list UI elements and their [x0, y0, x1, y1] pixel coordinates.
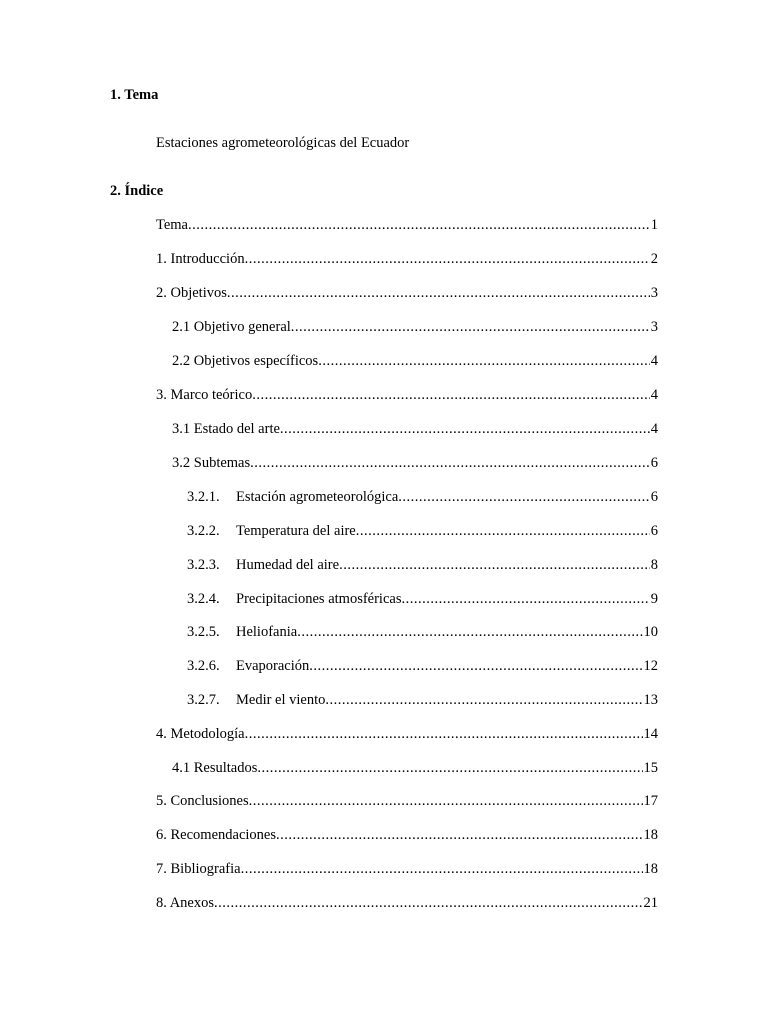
toc-page-number: 6 [650, 523, 658, 539]
toc-entry[interactable] [187, 522, 658, 540]
toc-entry[interactable] [156, 894, 658, 912]
toc-entry-number: 3.2.4. [187, 591, 220, 607]
toc-leader [325, 691, 642, 709]
toc-entry-label: 2.2 Objetivos específicos [172, 353, 319, 369]
toc-entry[interactable] [187, 691, 658, 709]
toc-entry-label: 3. Marco teórico [156, 387, 253, 403]
toc-leader [188, 216, 650, 234]
toc-entry-label: 1. Introducción [156, 251, 245, 267]
toc-entry-label: Medir el viento [236, 692, 326, 708]
toc-leader [245, 725, 643, 743]
toc-entry-label: Evaporación [236, 658, 310, 674]
toc-entry-label: Precipitaciones atmosféricas [236, 591, 402, 607]
toc-leader [356, 522, 650, 540]
toc-entry-label: 4. Metodología [156, 726, 245, 742]
toc-page-number: 6 [650, 489, 658, 505]
toc-entry-number: 3.2.3. [187, 557, 220, 573]
toc-entry-label: 8. Anexos [156, 895, 214, 911]
toc-page-number: 18 [643, 827, 658, 843]
toc-entry[interactable] [156, 860, 658, 878]
toc-page-number: 9 [650, 591, 658, 607]
toc-entry-label: Heliofania [236, 624, 298, 640]
toc-entry[interactable] [187, 488, 658, 506]
toc-entry-number: 3.2.2. [187, 523, 220, 539]
toc-entry[interactable] [156, 386, 658, 404]
toc-entry[interactable] [187, 556, 658, 574]
toc-entry[interactable] [156, 725, 658, 743]
toc-page-number: 10 [643, 624, 658, 640]
toc-entry[interactable] [187, 657, 658, 675]
toc-entry[interactable] [156, 284, 658, 302]
toc-entry[interactable] [172, 352, 658, 370]
toc-leader [398, 488, 649, 506]
toc-page-number: 8 [650, 557, 658, 573]
toc-leader [280, 420, 650, 438]
toc-page-number: 2 [650, 251, 658, 267]
toc-leader [291, 318, 650, 336]
toc-entry-number: 3.2.7. [187, 692, 220, 708]
toc-leader [249, 792, 643, 810]
toc-entry[interactable] [156, 826, 658, 844]
toc-entry-label: Temperatura del aire [236, 523, 356, 539]
toc-entry-label: 4.1 Resultados [172, 760, 258, 776]
toc-entry[interactable] [156, 250, 658, 268]
toc-entry[interactable] [187, 623, 658, 641]
toc-entry-label: 5. Conclusiones [156, 793, 249, 809]
toc-page-number: 4 [650, 421, 658, 437]
toc-page-number: 12 [643, 658, 658, 674]
toc-leader [339, 556, 650, 574]
toc-entry-label: Tema [156, 217, 188, 233]
toc-entry-label: 3.1 Estado del arte [172, 421, 280, 437]
toc-leader [245, 250, 650, 268]
toc-page-number: 3 [650, 319, 658, 335]
toc-leader [257, 759, 642, 777]
toc-leader [318, 352, 650, 370]
toc-entry[interactable] [172, 759, 658, 777]
tema-text: Estaciones agrometeorológicas del Ecuador [156, 135, 410, 151]
toc-entry-label: 2.1 Objetivo general [172, 319, 291, 335]
toc-page-number: 18 [643, 861, 658, 877]
toc-leader [401, 590, 649, 608]
toc-leader [309, 657, 642, 675]
toc-entry[interactable] [187, 590, 658, 608]
toc-entry-label: 6. Recomendaciones [156, 827, 276, 843]
toc-leader [214, 894, 643, 912]
toc-entry-number: 3.2.6. [187, 658, 220, 674]
toc-entry-label: Estación agrometeorológica [236, 489, 399, 505]
toc-entry[interactable] [172, 420, 658, 438]
toc-leader [241, 860, 643, 878]
toc-leader [297, 623, 642, 641]
toc-page-number: 21 [643, 895, 658, 911]
toc-entry-label: 7. Bibliografia [156, 861, 241, 877]
toc-entry-label: Humedad del aire [236, 557, 340, 573]
toc-page-number: 4 [650, 387, 658, 403]
toc-page-number: 6 [650, 455, 658, 471]
toc-entry[interactable] [172, 318, 658, 336]
toc-entry-label: 2. Objetivos [156, 285, 227, 301]
toc-entry-label: 3.2 Subtemas [172, 455, 251, 471]
toc-leader [250, 454, 650, 472]
toc-page-number: 1 [650, 217, 658, 233]
toc-page-number: 4 [650, 353, 658, 369]
toc-leader [227, 284, 650, 302]
toc-entry-number: 3.2.5. [187, 624, 220, 640]
toc-page-number: 17 [643, 793, 658, 809]
toc-page-number: 3 [650, 285, 658, 301]
section-heading-tema: 1. Tema [110, 87, 159, 103]
toc-leader [252, 386, 650, 404]
toc-leader [276, 826, 643, 844]
toc-page-number: 13 [643, 692, 658, 708]
toc-page-number: 14 [643, 726, 658, 742]
toc-page-number: 15 [643, 760, 658, 776]
toc-entry[interactable] [156, 216, 658, 234]
toc-entry-number: 3.2.1. [187, 489, 220, 505]
toc-entry[interactable] [172, 454, 658, 472]
toc-entry[interactable] [156, 792, 658, 810]
section-heading-indice: 2. Índice [110, 183, 164, 199]
